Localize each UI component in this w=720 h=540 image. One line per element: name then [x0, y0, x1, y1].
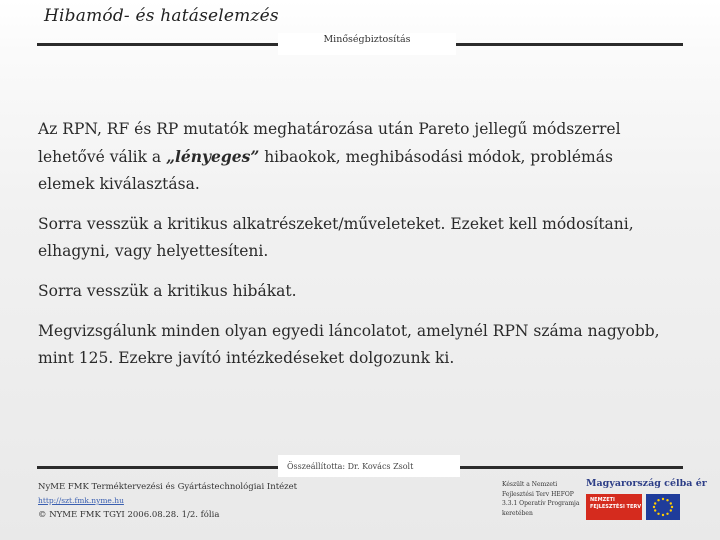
keyword-lenyeges: „lényeges” [166, 147, 260, 166]
section-tag [278, 33, 456, 55]
campaign-logo-text: Magyarország célba ér [586, 478, 707, 489]
paragraph-rpn-threshold: Megvizsgálunk minden olyan egyedi láncolatot, amelynél RPN száma nagyobb, mint 125. Ezekre javító intézkedéseket dolgozunk ki. [38, 322, 660, 367]
nft-logo [586, 494, 642, 520]
slide-body [38, 116, 668, 385]
author-box [278, 455, 460, 477]
paragraph-pareto [38, 116, 668, 198]
copyright-text: © NYME FMK TGYI 2006.08.28. 1/2. fólia [38, 510, 220, 520]
paragraph-critical-errors: Sorra vesszük a kritikus hibákat. [38, 282, 297, 300]
footer-info [38, 480, 297, 522]
institute-name: NyME FMK Terméktervezési és Gyártástechnológiai Intézet [38, 482, 298, 492]
institute-link[interactable]: http://szt.fmk.nyme.hu [38, 496, 124, 505]
slide-title: Hibamód- és hatáselemzés [44, 6, 279, 26]
eu-flag-icon [646, 494, 680, 520]
section-tag-label: Minőségbiztosítás [323, 34, 411, 45]
paragraph-pareto-text-start: Az RPN, RF és RP mutatók meghatározása után Pareto jellegű módszerrel lehetővé válik a [38, 120, 621, 166]
paragraph-critical-parts: Sorra vesszük a kritikus alkatrészeket/műveleteket. Ezeket kell módosítani, elhagyni, vagy helyettesíteni. [38, 215, 634, 260]
support-text: Készült a Nemzeti Fejlesztési Terv HEFOP 3.3.1 Operatív Programja keretében [502, 481, 580, 517]
author-label: Összeállította: Dr. Kovács Zsolt [287, 462, 414, 471]
nft-logo-text: NEMZETI FEJLESZTÉSI TERV [590, 497, 642, 510]
paragraph-pareto-text-end: hibaokok, meghibásodási módok, problémás elemek kiválasztása. [38, 148, 613, 193]
